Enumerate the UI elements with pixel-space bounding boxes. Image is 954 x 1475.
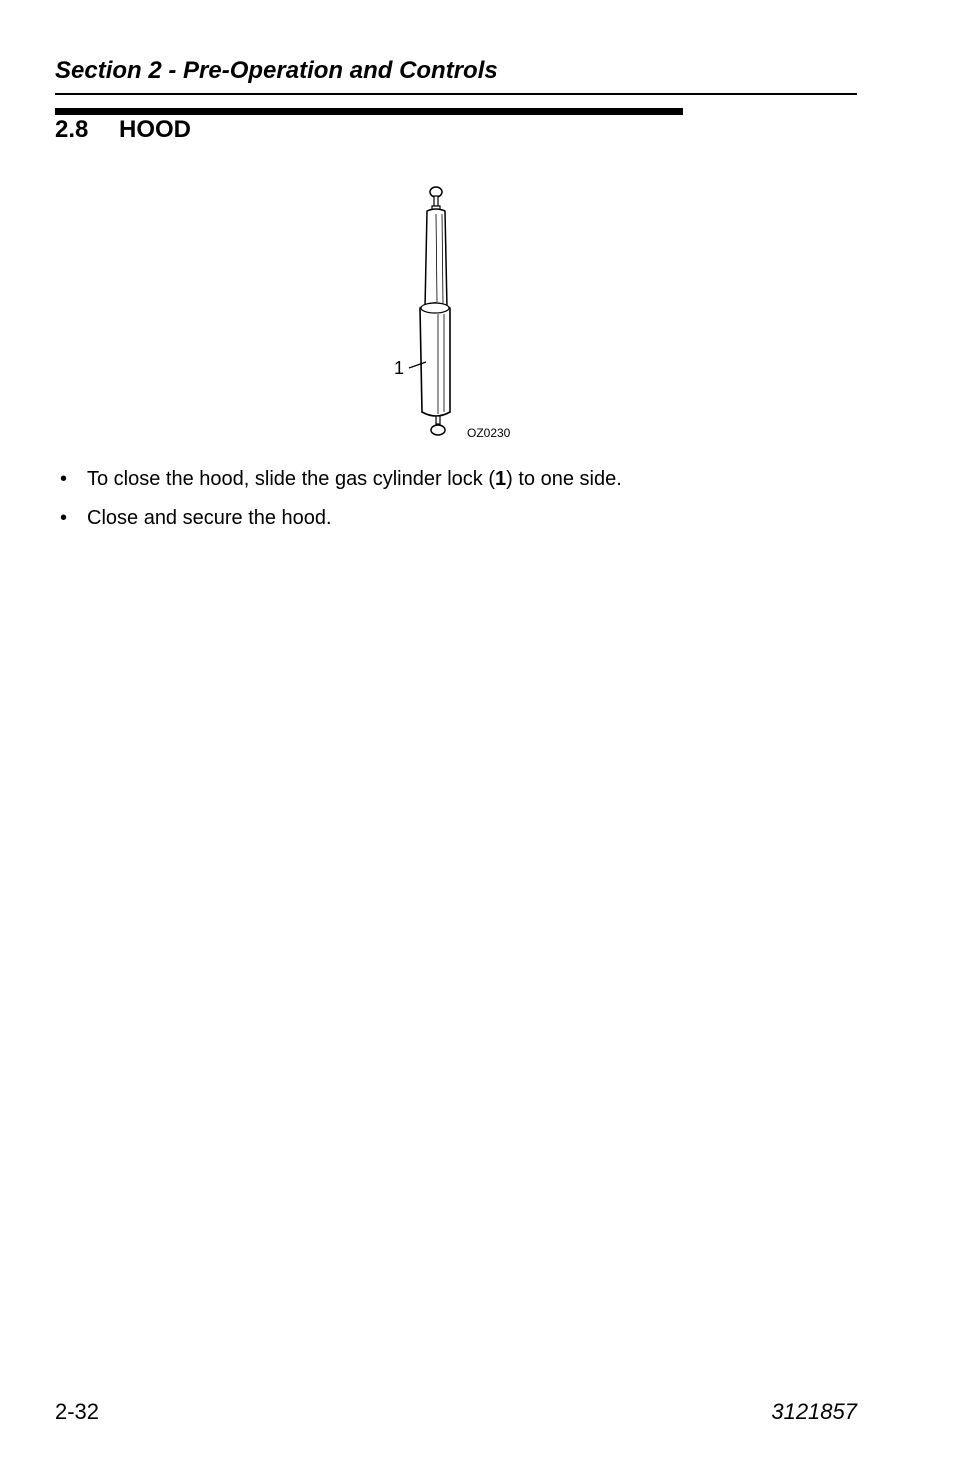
cylinder-body	[420, 303, 450, 416]
document-number: 3121857	[771, 1399, 857, 1424]
gas-cylinder-illustration	[380, 180, 540, 448]
bottom-pin	[436, 416, 440, 424]
heading-title: HOOD	[119, 116, 191, 143]
bullet-marker: •	[60, 468, 68, 490]
bullet-marker: •	[60, 507, 68, 529]
heading-number: 2.8	[55, 116, 89, 143]
list-item	[60, 506, 622, 530]
page-number: 2-32	[55, 1399, 100, 1424]
figure-id: OZ0230	[467, 426, 511, 440]
top-pin	[434, 196, 438, 206]
gas-cylinder-figure	[380, 180, 540, 448]
instruction-list	[60, 467, 622, 545]
list-item-text: Close and secure the hood.	[87, 507, 332, 529]
section-heading	[55, 116, 191, 144]
bottom-cap	[431, 425, 445, 435]
list-item-text-after: ) to one side.	[506, 468, 622, 490]
section-header: Section 2 - Pre-Operation and Controls	[55, 57, 498, 84]
list-item-text-bold: 1	[495, 468, 507, 490]
callout-label: 1	[394, 358, 405, 378]
header-rule-thick	[55, 108, 683, 115]
list-item-text-before: To close the hood, slide the gas cylinder lock (	[87, 468, 495, 490]
header-rule-thin	[55, 93, 857, 95]
list-item	[60, 467, 622, 491]
